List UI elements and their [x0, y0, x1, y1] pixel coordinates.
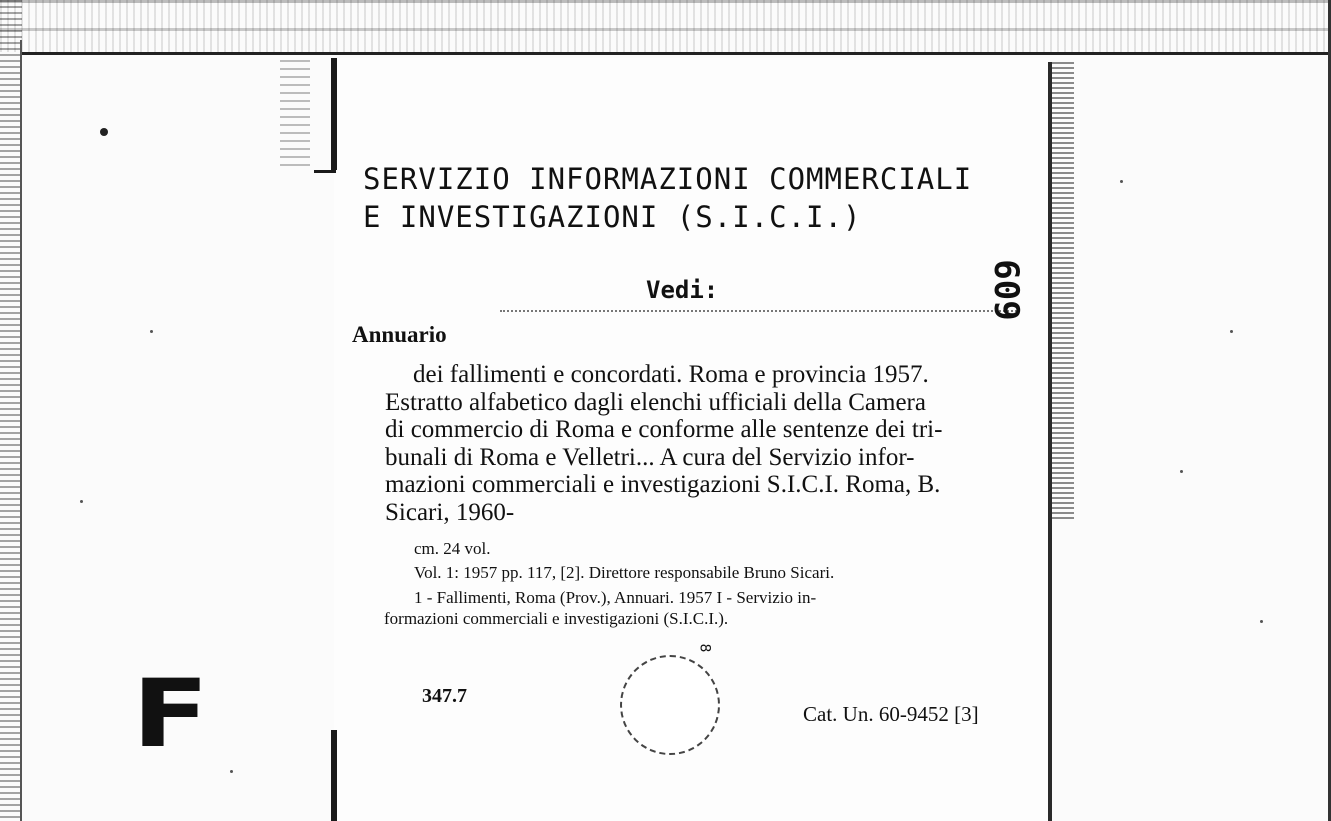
- description-line: Sicari, 1960-: [385, 498, 515, 526]
- card-right-stipple: [1052, 62, 1074, 522]
- scan-speck: [1230, 330, 1233, 333]
- entry-description: [385, 361, 1045, 526]
- card-edge-stipple: [280, 60, 310, 170]
- scan-left-edge-line: [20, 40, 22, 821]
- punch-hole-mark: 8: [696, 643, 713, 653]
- card-punch-hole: [620, 655, 720, 755]
- scan-speck: [1180, 470, 1183, 473]
- scan-speck: [1260, 620, 1263, 623]
- scan-speck: [230, 770, 233, 773]
- description-line: dei fallimenti e concordati. Roma e provincia 1957.: [413, 361, 929, 388]
- description-line: di commercio di Roma e conforme alle sentenze dei tri-: [385, 416, 943, 443]
- description-line: Estratto alfabetico dagli elenchi ufficiali della Camera: [385, 388, 926, 416]
- heading-line: SERVIZIO INFORMAZIONI COMMERCIALI: [363, 162, 973, 196]
- see-reference-label: Vedi:: [646, 276, 719, 304]
- card-left-border-bottom: [331, 730, 337, 821]
- card-heading: [363, 160, 972, 236]
- scan-speck: [150, 330, 153, 333]
- subject-tracing-line: formazioni commerciali e investigazioni (S.I.C.I.).: [384, 609, 729, 628]
- physical-size-line: cm. 24 vol.: [414, 539, 491, 558]
- volume-note-line: Vol. 1: 1957 pp. 117, [2]. Direttore responsabile Bruno Sicari.: [414, 563, 835, 582]
- catalog-number: Cat. Un. 60-9452 [3]: [803, 702, 979, 726]
- side-card-number: 609: [986, 259, 1026, 321]
- heading-line: E INVESTIGAZIONI (S.I.C.I.): [363, 200, 862, 234]
- margin-letter: F: [132, 660, 210, 769]
- margin-dot: [100, 128, 108, 136]
- subject-tracing-line: 1 - Fallimenti, Roma (Prov.), Annuari. 1957 I - Servizio in-: [414, 588, 817, 607]
- scan-divider-line: [20, 52, 1331, 55]
- card-tab-mark: [314, 170, 336, 173]
- scan-left-edge: [0, 0, 22, 821]
- description-line: bunali di Roma e Velletri... A cura del Servizio infor-: [385, 443, 915, 471]
- scan-top-edge: [0, 0, 1331, 52]
- card-left-border-top: [331, 58, 337, 170]
- classification-number: 347.7: [422, 685, 467, 707]
- scan-speck: [1120, 180, 1123, 183]
- entry-heading: Annuario: [352, 322, 447, 347]
- description-line: mazioni commerciali e investigazioni S.I.C.I. Roma, B.: [385, 471, 941, 498]
- scan-speck: [80, 500, 83, 503]
- see-reference-rule: [500, 310, 1020, 312]
